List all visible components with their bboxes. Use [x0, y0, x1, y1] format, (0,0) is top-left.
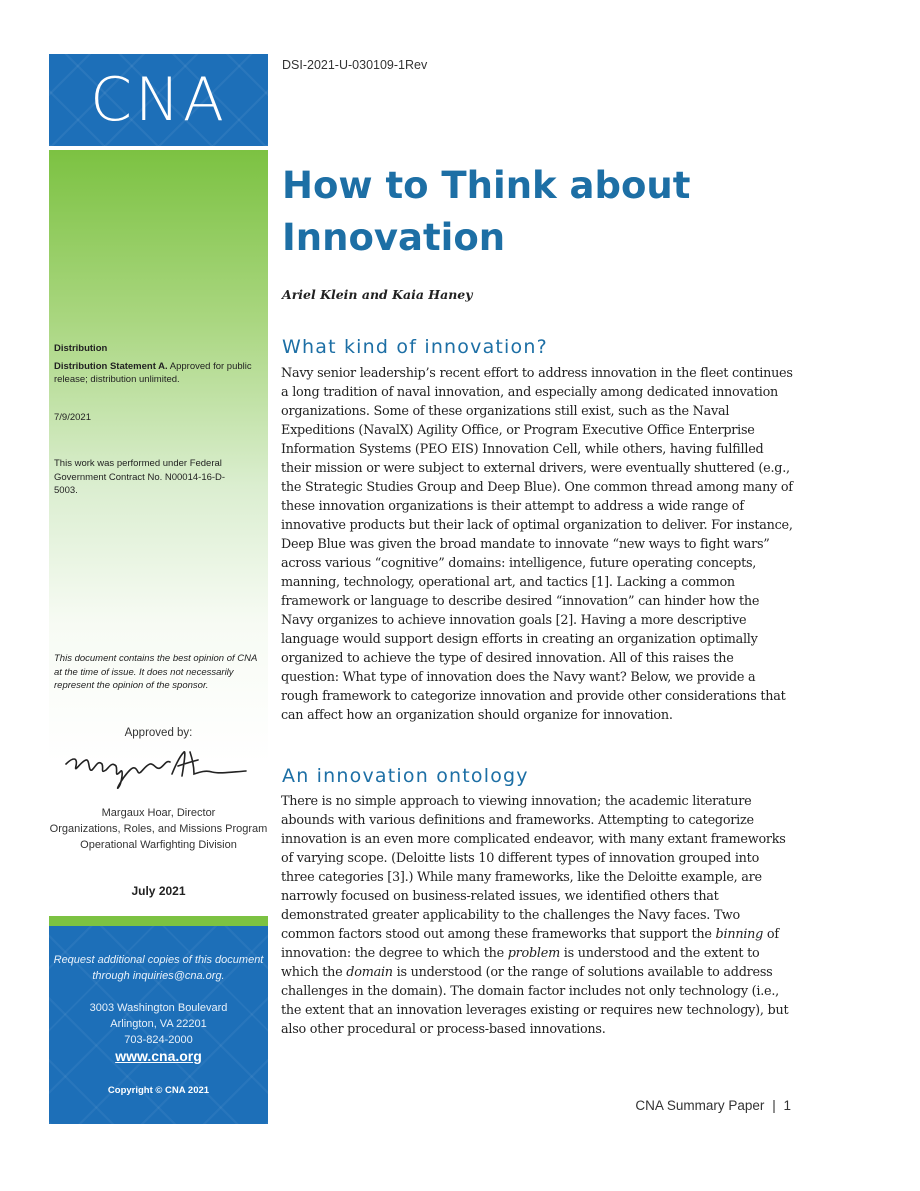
section-paragraph-ontology: There is no simple approach to viewing innovation; the academic literature abounds with various definitions and frameworks. Attempting to categorize innovation is an even more complicated endeavor, with many extant frameworks of varying scope. (Deloitte lists 10 different types of innovation grouped into three categories [3].) While many frameworks, like the Deloitte example, are narrowly focused on business-related issues, we identified others that demonstrated greater applicability to the challenges the Navy faces. Two common factors stood out among these frameworks that support the binning of innovation: the degree to which the problem is understood and the extent to which the domain is understood (or the range of solutions available to address challenges in the domain). The domain factor includes not only technology (i.e., the extent that an innovation leverages existing or requires new technology), but also other procedural or process-based innovations. [281, 794, 789, 1037]
sidebar-green-panel [49, 150, 268, 916]
signature-image [60, 744, 250, 792]
address-block [49, 1000, 268, 1048]
emphasis-problem: problem [507, 946, 560, 961]
approver-program: Organizations, Roles, and Missions Program [49, 823, 268, 835]
issue-date-small: 7/9/2021 [54, 412, 91, 423]
approver-name-title: Margaux Hoar, Director [101, 807, 216, 819]
address-line1: 3003 Washington Boulevard [89, 1002, 228, 1014]
footer-separator: | [772, 1098, 776, 1113]
document-id: DSI-2021-U-030109-1Rev [282, 58, 428, 72]
emphasis-domain: domain [346, 965, 393, 980]
page-footer [635, 1098, 791, 1113]
distribution-heading: Distribution [54, 343, 108, 354]
authors: Ariel Klein and Kaia Haney [282, 287, 473, 302]
footer-label: CNA Summary Paper [635, 1098, 765, 1113]
cna-logo [49, 54, 268, 146]
approver-division: Operational Warfighting Division [80, 839, 237, 851]
approved-by-label: Approved by: [124, 727, 193, 739]
distribution-statement: Distribution Statement A. Approved for public release; distribution unlimited. [54, 360, 252, 385]
address-line2: Arlington, VA 22201 [110, 1018, 207, 1030]
copyright-text: Copyright © CNA 2021 [107, 1085, 210, 1096]
approver-block [49, 805, 268, 853]
logo-text: CNA [90, 65, 227, 135]
distribution-block [54, 342, 260, 387]
phone-number: 703-824-2000 [124, 1034, 193, 1046]
issue-date: July 2021 [131, 884, 186, 898]
section-heading-what-kind: What kind of innovation? [282, 336, 548, 358]
request-copies-text: Request additional copies of this document through inquiries@cna.org. [53, 954, 264, 982]
section-paragraph: Navy senior leadership’s recent effort to address innovation in the fleet continues a long tradition of naval innovation, and especially among dedicated innovation organizations. Some of these organizations still exist, such as the Naval Expeditions (NavalX) Agility Office, or Program Executive Office Enterprise Information Systems (PEO EIS) Innovation Cell, while others, having fulfilled their mission or were subject to external drivers, were eventually shuttered (e.g., the Strategic Studies Group and Deep Blue). One common thread among many of these innovation organizations is their attempt to address a wide range of innovative products but their lack of optimal organization to deliver. For instance, Deep Blue was given the broad mandate to innovate “new ways to fight wars” across various “cognitive” domains: intelligence, future operating concepts, manning, technology, operational art, and tactics [1]. Lacking a common framework or language to describe desired “innovation” can hinder how the Navy organizes to achieve innovation goals [2]. Having a more descriptive language would support design efforts in creating an organization optimally organized to achieve the type of desired innovation. All of this raises the question: What type of innovation does the Navy want? Below, we provide a rough framework to categorize innovation and provide other considerations that can affect how an organization should organize for innovation. [281, 366, 793, 723]
disclaimer: This document contains the best opinion of CNA at the time of issue. It does not necessarily represent the opinion of the sponsor. [54, 653, 257, 691]
sidebar-divider [49, 916, 268, 926]
emphasis-binning: binning [715, 927, 764, 942]
page-title: How to Think about Innovation [282, 164, 691, 259]
section-heading-ontology: An innovation ontology [282, 765, 529, 787]
website-link[interactable]: www.cna.org [115, 1048, 202, 1064]
page-number: 1 [783, 1098, 791, 1113]
contract-text: This work was performed under Federal Government Contract No. N00014-16-D-5003. [54, 458, 226, 496]
